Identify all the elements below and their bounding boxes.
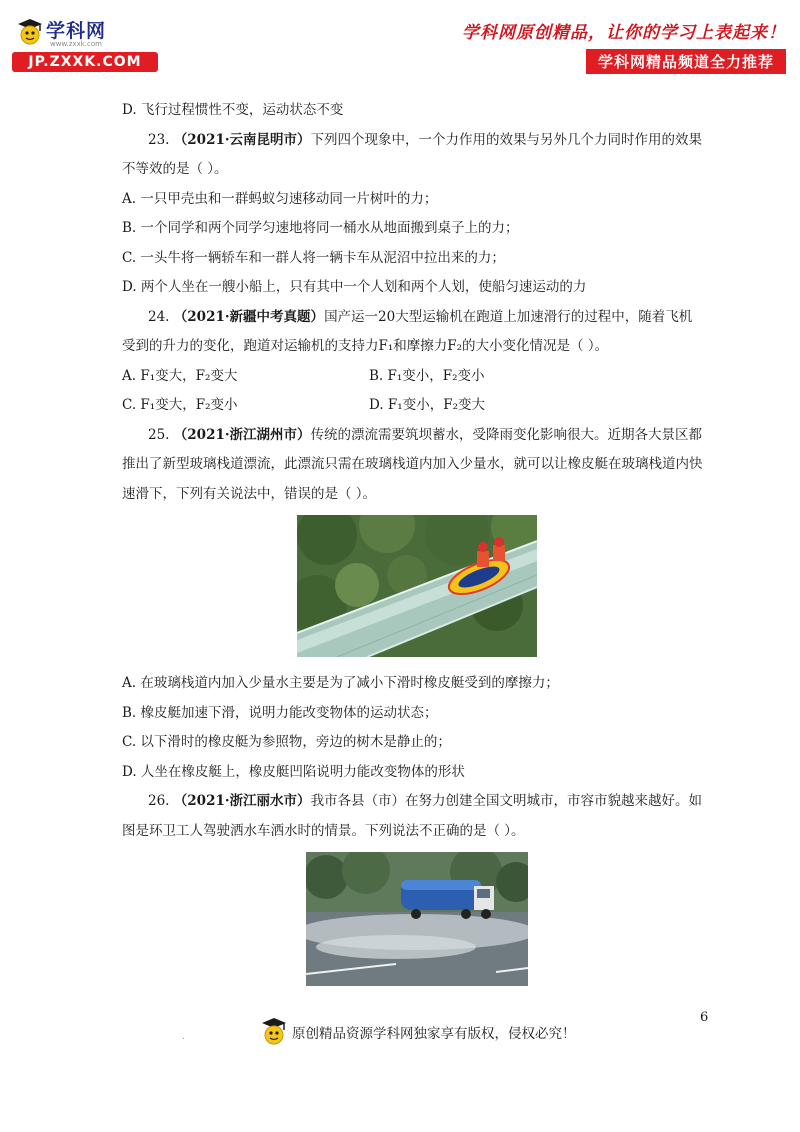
q24-stem-line2: 受到的升力的变化，跑道对运输机的支持力F₁和摩擦力F₂的大小变化情况是（ ）。	[122, 338, 609, 354]
site-logo[interactable]	[12, 14, 162, 74]
q25-stem-line3: 速滑下，下列有关说法中，错误的是（ ）。	[122, 485, 377, 502]
mascot-icon	[260, 1016, 288, 1048]
q26-number: 26.	[148, 793, 170, 809]
q26-source: （2021·浙江丽水市）	[173, 793, 311, 809]
logo-url: www.zxxk.com	[50, 40, 102, 48]
q25-stem-line1: 传统的漂流需要筑坝蓄水，受降雨变化影响很大。近期各大景区都	[310, 426, 703, 443]
q23-stem-line1: 下列四个现象中，一个力作用的效果与另外几个力同时作用的效果	[310, 131, 703, 148]
q25-option-b: B. 橡皮艇加速下滑，说明力能改变物体的运动状态；	[122, 704, 438, 721]
q24-number: 24.	[148, 308, 170, 325]
q26-stem-line2: 图是环卫工人驾驶洒水车洒水时的情景。下列说法不正确的是（ ）。	[122, 822, 525, 839]
q25-option-d: D. 人坐在橡皮艇上，橡皮艇凹陷说明力能改变物体的形状	[122, 763, 465, 780]
q25-stem	[122, 421, 712, 451]
q25-figure	[122, 515, 712, 657]
sprinkler-truck-photo	[306, 852, 528, 986]
q26-stem-line1: 我市各县（市）在努力创建全国文明城市，市容市貌越来越好。如	[310, 793, 703, 809]
q24-option-a: A. F₁变大，F₂变大	[122, 367, 238, 384]
footer-dot: .	[182, 1032, 185, 1042]
slogan-text: 学科网原创精品，让你的学习上表起来！	[462, 23, 786, 43]
q24-option-b: B. F₁变小，F₂变小	[369, 367, 485, 384]
page-number: 6	[700, 1010, 709, 1025]
q24-stem-line1: 国产运一20大型运输机在跑道上加速滑行的过程中，随着飞机	[324, 308, 693, 325]
q24-option-d: D. F₁变小，F₂变大	[369, 397, 485, 413]
question-content	[122, 96, 712, 998]
footer-copyright	[260, 1016, 576, 1048]
q25-stem-line2: 推出了新型玻璃栈道漂流，此漂流只需在玻璃栈道内加入少量水，就可以让橡皮艇在玻璃栈道内快	[122, 456, 703, 472]
q23-option-c: C. 一头牛将一辆轿车和一群人将一辆卡车从泥沼中拉出来的力；	[122, 249, 505, 266]
q23-stem-line2: 不等效的是（ ）。	[122, 161, 228, 177]
q23-number: 23.	[148, 131, 170, 148]
header-slogan	[462, 18, 786, 74]
q24-option-c: C. F₁变大，F₂变小	[122, 397, 238, 413]
mascot-icon	[16, 18, 44, 48]
logo-text: 学科网	[46, 20, 107, 42]
q23-source: （2021·云南昆明市）	[173, 131, 311, 148]
glass-slide-rafting-photo	[297, 515, 537, 657]
q26-stem	[122, 787, 712, 817]
copyright-text: 原创精品资源学科网独家享有版权，侵权必究！	[292, 1026, 576, 1042]
logo-domain: JP.ZXXK.COM	[12, 52, 158, 72]
q25-number: 25.	[148, 426, 170, 443]
q24-options-row2	[122, 391, 712, 421]
q25-option-c: C. 以下滑时的橡皮艇为参照物，旁边的树木是静止的；	[122, 734, 451, 750]
logo-top	[12, 14, 112, 48]
q23-option-a: A. 一只甲壳虫和一群蚂蚁匀速移动同一片树叶的力；	[122, 190, 438, 207]
q24-stem	[122, 303, 712, 333]
q23-stem	[122, 126, 712, 156]
slogan-banner: 学科网精品频道全力推荐	[586, 49, 786, 74]
q24-source: （2021·新疆中考真题）	[173, 308, 325, 325]
q26-figure	[122, 852, 712, 986]
q25-option-a: A. 在玻璃栈道内加入少量水主要是为了减小下滑时橡皮艇受到的摩擦力；	[122, 675, 559, 691]
q24-options-row1	[122, 362, 712, 392]
prev-option-d: D. 飞行过程惯性不变，运动状态不变	[122, 102, 344, 118]
q23-option-d: D. 两个人坐在一艘小船上，只有其中一个人划和两个人划，使船匀速运动的力	[122, 279, 587, 295]
q25-source: （2021·浙江湖州市）	[173, 426, 311, 443]
q23-option-b: B. 一个同学和两个同学匀速地将同一桶水从地面搬到桌子上的力；	[122, 220, 519, 236]
